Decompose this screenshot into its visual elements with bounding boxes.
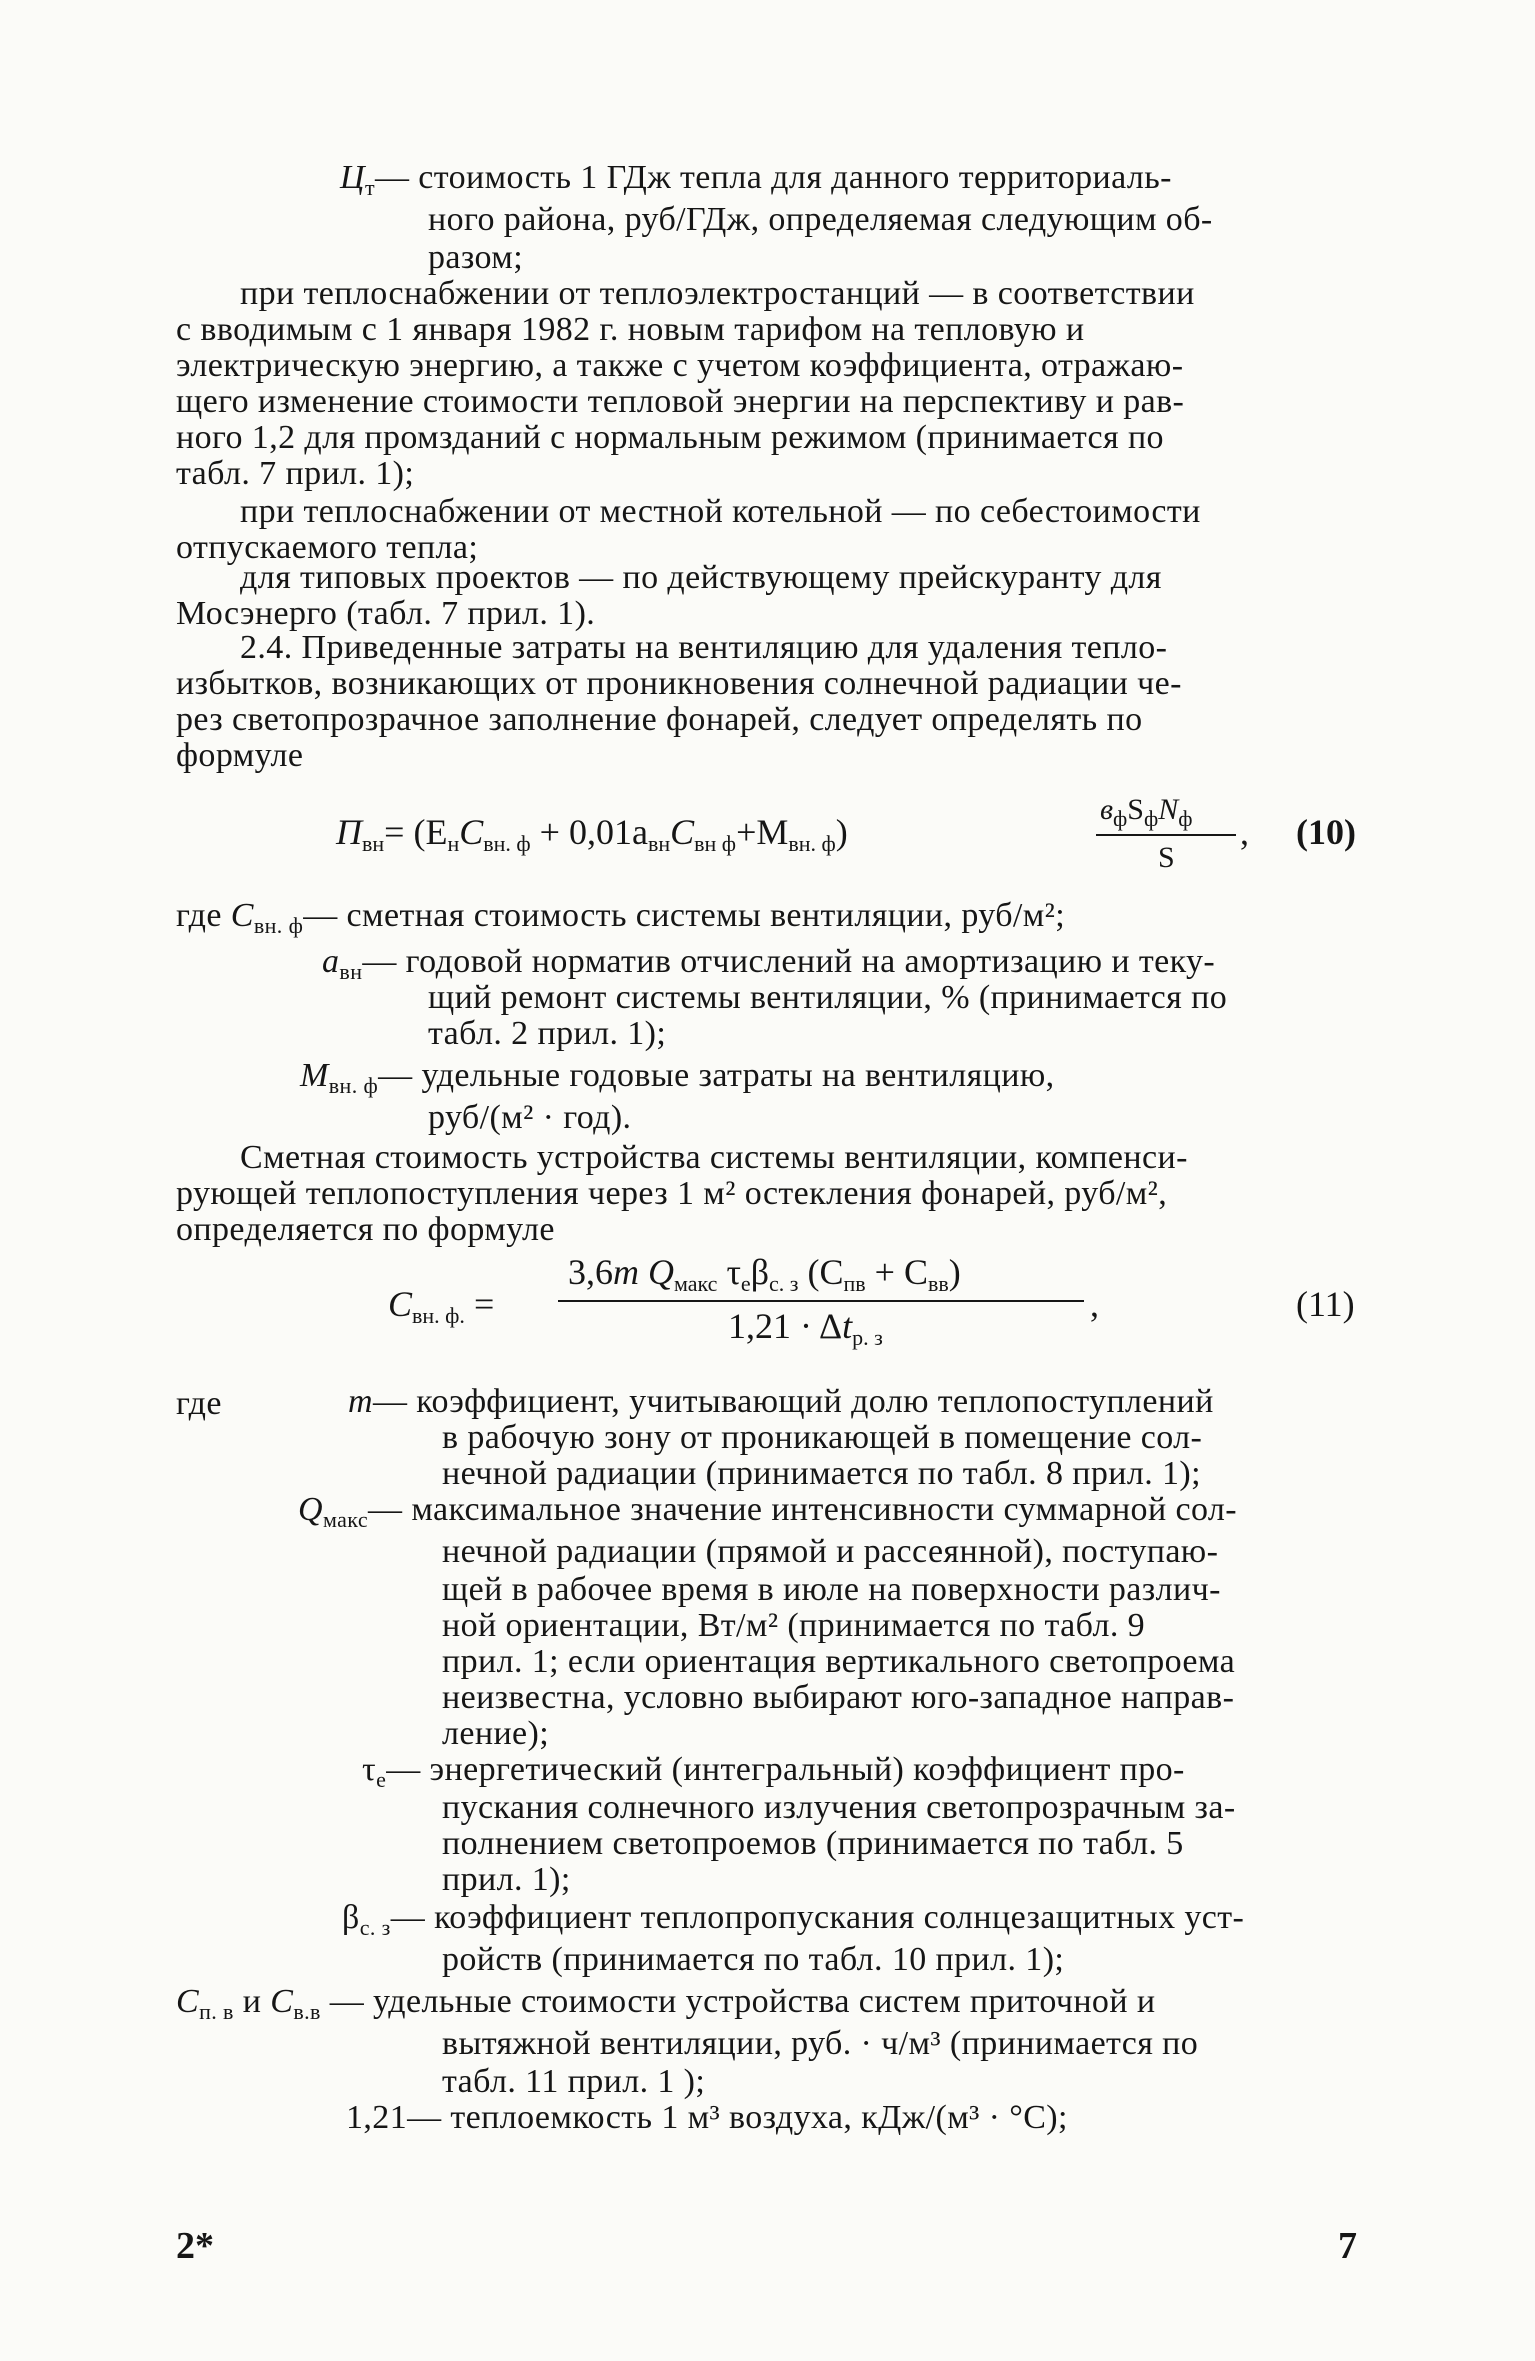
fraction-bar (1096, 834, 1236, 836)
text-line: ного 1,2 для промзданий с нормальным режимом (принимается по (176, 419, 1164, 456)
formula-11-numerator: 3,6m $Q_{макс}$ $\tau_e\beta_{с. з}$ $(С_{пв} + С_{вв})$ (568, 1252, 961, 1296)
definition-line: полнением светопроемов (принимается по табл. 5 (442, 1825, 1184, 1862)
definition-line: вытяжной вентиляции, руб. · ч/м³ (принимается по (442, 2025, 1199, 2062)
definition-line: $а_{вн}—$ годовой норматив отчислений на амортизацию и теку- (322, 943, 1216, 984)
text-line: при теплоснабжении от местной котельной — по себестоимости (240, 493, 1201, 530)
equation-number-10: (10) (1296, 812, 1356, 852)
definition-line: нечной радиации (принимается по табл. 8 прил. 1); (442, 1455, 1201, 1492)
definition-line: табл. 11 прил. 1 ); (442, 2063, 706, 2100)
text-line: ного района, руб/ГДж, определяемая следующим об- (428, 201, 1213, 238)
definition-line: $\tau_e—$ энергетический (интегральный) коэффициент про- (362, 1751, 1185, 1792)
text-line: щего изменение стоимости тепловой энергии на перспективу и рав- (176, 383, 1185, 420)
formula-10: $П_{вн}= (Е_нС_{вн. ф} + 0,01а_{вн}С_{вн ф}+М_{вн. ф})$ (336, 812, 848, 856)
definition-line: ройств (принимается по табл. 10 прил. 1); (442, 1941, 1065, 1978)
text-line: с вводимым с 1 января 1982 г. новым тарифом на тепловую и (176, 311, 1085, 348)
definition-line: ной ориентации, Вт/м² (принимается по табл. 9 (442, 1607, 1146, 1644)
definition-line: пускания солнечного излучения светопрозрачным за- (442, 1789, 1236, 1826)
text-line: при теплоснабжении от теплоэлектростанций — в соответствии (240, 275, 1195, 312)
formula-11-denominator: $1,21 \cdot \Delta t_{р. з}$ (728, 1306, 883, 1350)
definition-line: $С_{п. в}$ и $С_{в.в}$ — удельные стоимости устройства систем приточной и (176, 1983, 1156, 2024)
definition-line: прил. 1; если ориентация вертикального светопроема (442, 1643, 1236, 1680)
definition-line: $Q_{макс}—$ максимальное значение интенсивности суммарной сол- (298, 1491, 1237, 1532)
formula-10-numerator: $в_фS_фN_ф$ (1100, 793, 1193, 831)
definition-line: табл. 2 прил. 1); (428, 1015, 667, 1052)
page-number: 7 (1338, 2225, 1357, 2267)
text-line: Мосэнерго (табл. 7 прил. 1). (176, 595, 596, 632)
definition-line: щей в рабочее время в июле на поверхности различ- (442, 1571, 1221, 1608)
definition-line: $\beta_{с. з}—$ коэффициент теплопропускания солнцезащитных уст- (342, 1899, 1245, 1940)
fraction-bar (558, 1300, 1084, 1302)
definition-line: в рабочую зону от проникающей в помещение сол- (442, 1419, 1203, 1456)
formula-10-denominator: S (1158, 841, 1175, 874)
definition-line: $М_{вн. ф}—$ удельные годовые затраты на вентиляцию, (300, 1057, 1055, 1098)
definition-line: где (176, 1385, 222, 1422)
text-line: избытков, возникающих от проникновения солнечной радиации че- (176, 665, 1182, 702)
text-line: для типовых проектов — по действующему прейскуранту для (240, 559, 1162, 596)
text-line: рующей теплопоступления через 1 м² остекления фонарей, руб/м², (176, 1175, 1168, 1212)
definition-line: руб/(м² · год). (428, 1099, 632, 1136)
text-line: табл. 7 прил. 1); (176, 455, 415, 492)
definition-line: прил. 1); (442, 1861, 571, 1898)
text-line: отпускаемого тепла; (176, 529, 479, 566)
definition-line: неизвестна, условно выбирают юго-западное направ- (442, 1679, 1235, 1716)
formula-11-lhs: $С_{вн. ф.}$ = (388, 1284, 495, 1328)
definition-line: щий ремонт системы вентиляции, % (принимается по (428, 979, 1228, 1016)
text-line: разом; (428, 239, 524, 276)
definition-line: m— коэффициент, учитывающий долю теплопоступлений (348, 1383, 1214, 1420)
formula-11-comma: , (1090, 1284, 1099, 1324)
definition-line: нечной радиации (прямой и рассеянной), поступаю- (442, 1533, 1219, 1570)
text-line: определяется по формуле (176, 1211, 555, 1248)
section-heading-line: 2.4. Приведенные затраты на вентиляцию для удаления тепло- (240, 629, 1168, 666)
equation-number-11: (11) (1296, 1284, 1355, 1324)
text-line: Сметная стоимость устройства системы вентиляции, компенси- (240, 1139, 1188, 1176)
definition-line: 1,21— теплоемкость 1 м³ воздуха, кДж/(м³ · °С); (346, 2099, 1068, 2136)
text-line: рез светопрозрачное заполнение фонарей, следует определять по (176, 701, 1143, 738)
text-line: формуле (176, 737, 304, 774)
text-line: электрическую энергию, а также с учетом коэффициента, отражаю- (176, 347, 1184, 384)
text-line: $Ц_т—$ стоимость 1 ГДж тепла для данного территориаль- (340, 159, 1172, 200)
definition-line: ление); (442, 1715, 550, 1752)
formula-10-comma: , (1240, 812, 1249, 852)
definition-line: где $С_{вн. ф}—$ сметная стоимость системы вентиляции, руб/м²; (176, 897, 1066, 938)
signature-mark: 2* (176, 2225, 214, 2267)
